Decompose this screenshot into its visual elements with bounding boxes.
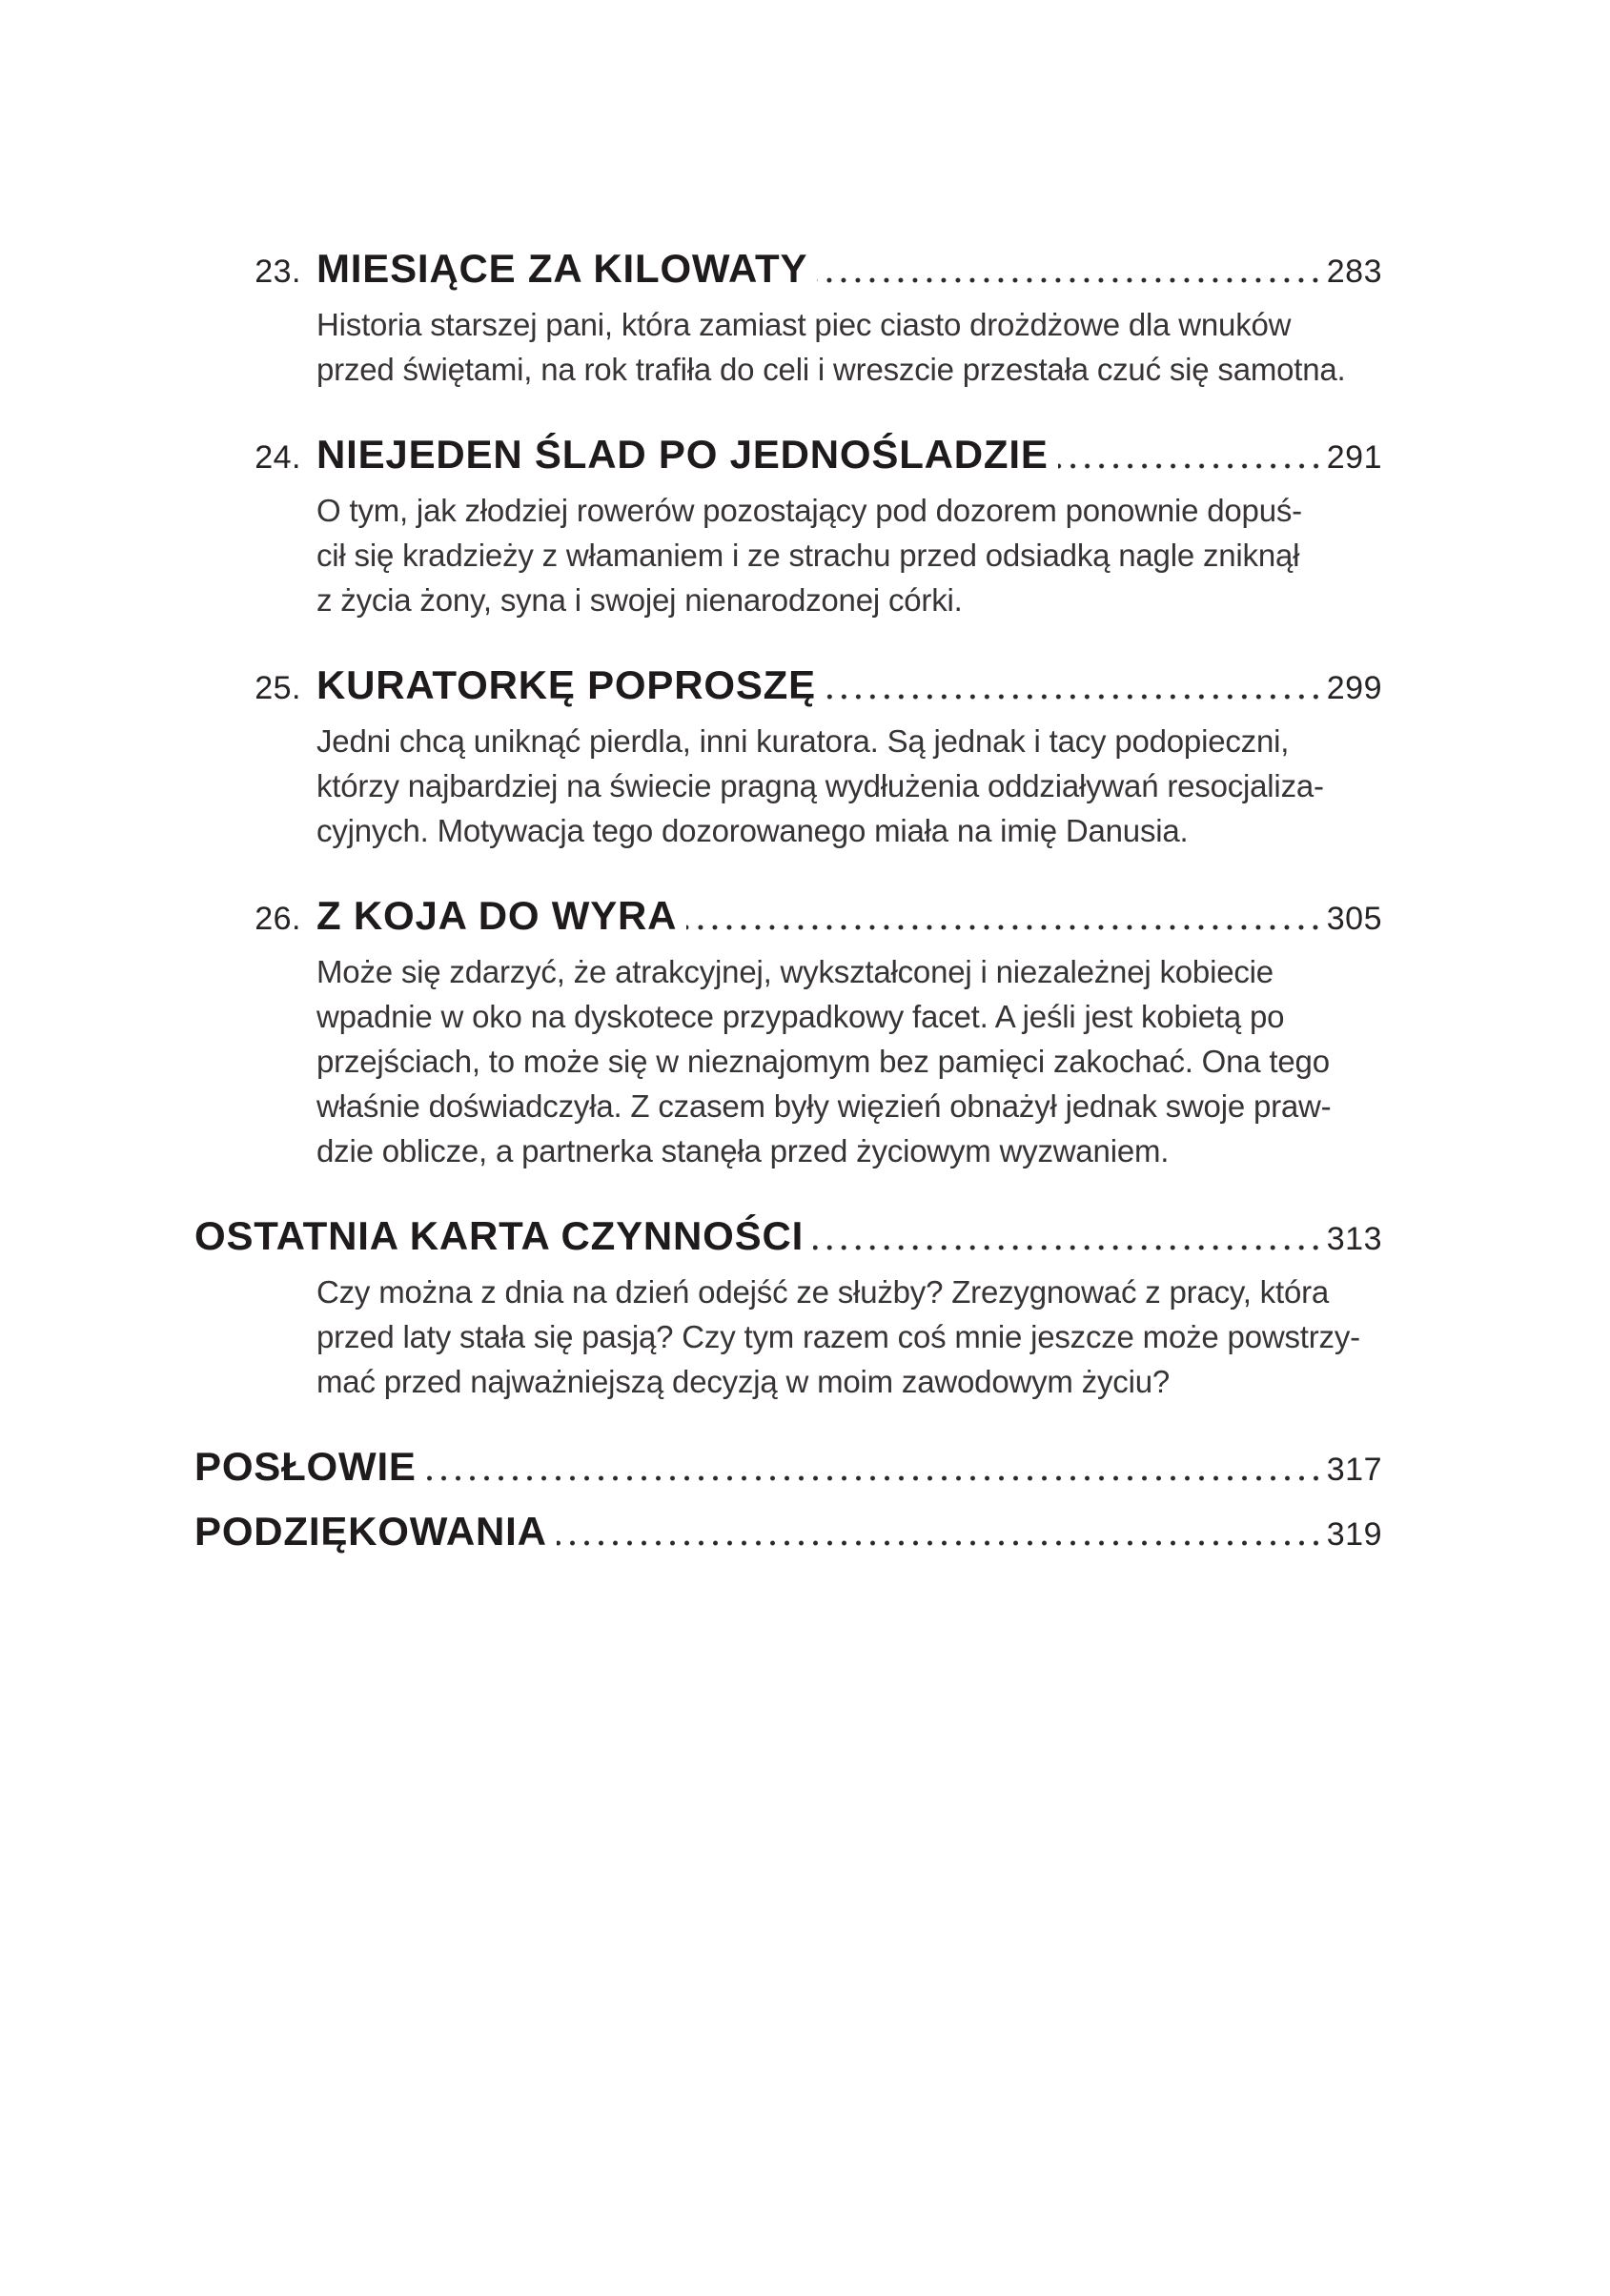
entry-page-number: 299 xyxy=(1326,670,1382,706)
entry-title: Z KOJA DO WYRA xyxy=(316,893,678,938)
entry-number: 23. xyxy=(255,254,301,290)
description-line: Historia starszej pani, która zamiast piec ciasto drożdżowe dla wnuków xyxy=(316,307,1292,342)
entry-page-number: 319 xyxy=(1326,1516,1382,1553)
description-line: przed świętami, na rok trafiła do celi i wreszcie przestała czuć się samotna. xyxy=(316,352,1346,387)
entry-title: OSTATNIA KARTA CZYNNOŚCI xyxy=(194,1213,805,1258)
entry-title: MIESIĄCE ZA KILOWATY xyxy=(316,246,808,291)
entry-page-number: 283 xyxy=(1326,254,1382,290)
description-line: cyjnych. Motywacja tego dozorowanego miała na imię Danusia. xyxy=(316,813,1189,848)
toc-entry xyxy=(194,662,1382,853)
entry-title: POSŁOWIE xyxy=(194,1444,417,1489)
dot-leader xyxy=(1058,463,1323,469)
toc-entry-heading xyxy=(194,1213,1382,1262)
description-line: przed laty stała się pasją? Czy tym razem coś mnie jeszcze może powstrzy- xyxy=(316,1319,1360,1354)
entry-title: PODZIĘKOWANIA xyxy=(194,1509,547,1554)
entry-description xyxy=(316,302,1382,392)
dot-leader xyxy=(426,1475,1323,1481)
entry-description xyxy=(316,949,1382,1173)
description-line: z życia żony, syna i swojej nienarodzonej córki. xyxy=(316,582,963,618)
dot-leader xyxy=(557,1540,1323,1546)
toc-entry xyxy=(194,1509,1382,1557)
entry-page-number: 291 xyxy=(1326,439,1382,476)
description-line: O tym, jak złodziej rowerów pozostający pod dozorem ponownie dopuś- xyxy=(316,493,1302,528)
dot-leader xyxy=(825,694,1323,700)
entry-page-number: 317 xyxy=(1326,1452,1382,1488)
toc-entry-heading xyxy=(194,893,1382,942)
entry-number: 25. xyxy=(255,670,301,706)
toc-entry-heading xyxy=(194,1509,1382,1557)
description-line: wpadnie w oko na dyskotece przypadkowy facet. A jeśli jest kobietą po xyxy=(316,999,1285,1034)
entry-title: KURATORKĘ POPROSZĘ xyxy=(316,662,816,707)
toc-entry xyxy=(194,893,1382,1173)
description-line: cił się kradzieży z włamaniem i ze strachu przed odsiadką nagle zniknął xyxy=(316,538,1300,573)
dot-leader xyxy=(817,277,1322,283)
entry-number: 26. xyxy=(255,901,301,937)
toc-entry xyxy=(194,432,1382,622)
description-line: Może się zdarzyć, że atrakcyjnej, wykształconej i niezależnej kobiecie xyxy=(316,954,1274,989)
description-line: dzie oblicze, a partnerka stanęła przed życiowym wyzwaniem. xyxy=(316,1133,1170,1168)
description-line: mać przed najważniejszą decyzją w moim zawodowym życiu? xyxy=(316,1364,1171,1399)
entry-description xyxy=(316,1270,1382,1404)
toc-entry-heading xyxy=(194,432,1382,480)
description-line: którzy najbardziej na świecie pragną wydłużenia oddziaływań resocjaliza- xyxy=(316,768,1324,803)
description-line: przejściach, to może się w nieznajomym bez pamięci zakochać. Ona tego xyxy=(316,1044,1330,1079)
toc-entry-heading xyxy=(194,662,1382,711)
description-line: Czy można z dnia na dzień odejść ze służby? Zrezygnować z pracy, która xyxy=(316,1274,1330,1310)
toc-entry xyxy=(194,1213,1382,1404)
entry-page-number: 305 xyxy=(1326,901,1382,937)
toc-entry xyxy=(194,1444,1382,1493)
entry-page-number: 313 xyxy=(1326,1221,1382,1257)
description-line: właśnie doświadczyła. Z czasem były więzień obnażył jednak swoje praw- xyxy=(316,1088,1332,1124)
dot-leader xyxy=(813,1245,1323,1250)
entry-description xyxy=(316,719,1382,853)
entry-description xyxy=(316,488,1382,622)
toc-content xyxy=(194,246,1382,1597)
entry-number: 24. xyxy=(255,439,301,476)
description-line: Jedni chcą uniknąć pierdla, inni kuratora. Są jednak i tacy podopieczni, xyxy=(316,723,1290,759)
toc-entry-heading xyxy=(194,246,1382,295)
dot-leader xyxy=(686,924,1322,930)
toc-entry-heading xyxy=(194,1444,1382,1493)
entry-title: NIEJEDEN ŚLAD PO JEDNOŚLADZIE xyxy=(316,432,1049,477)
toc-entry xyxy=(194,246,1382,392)
